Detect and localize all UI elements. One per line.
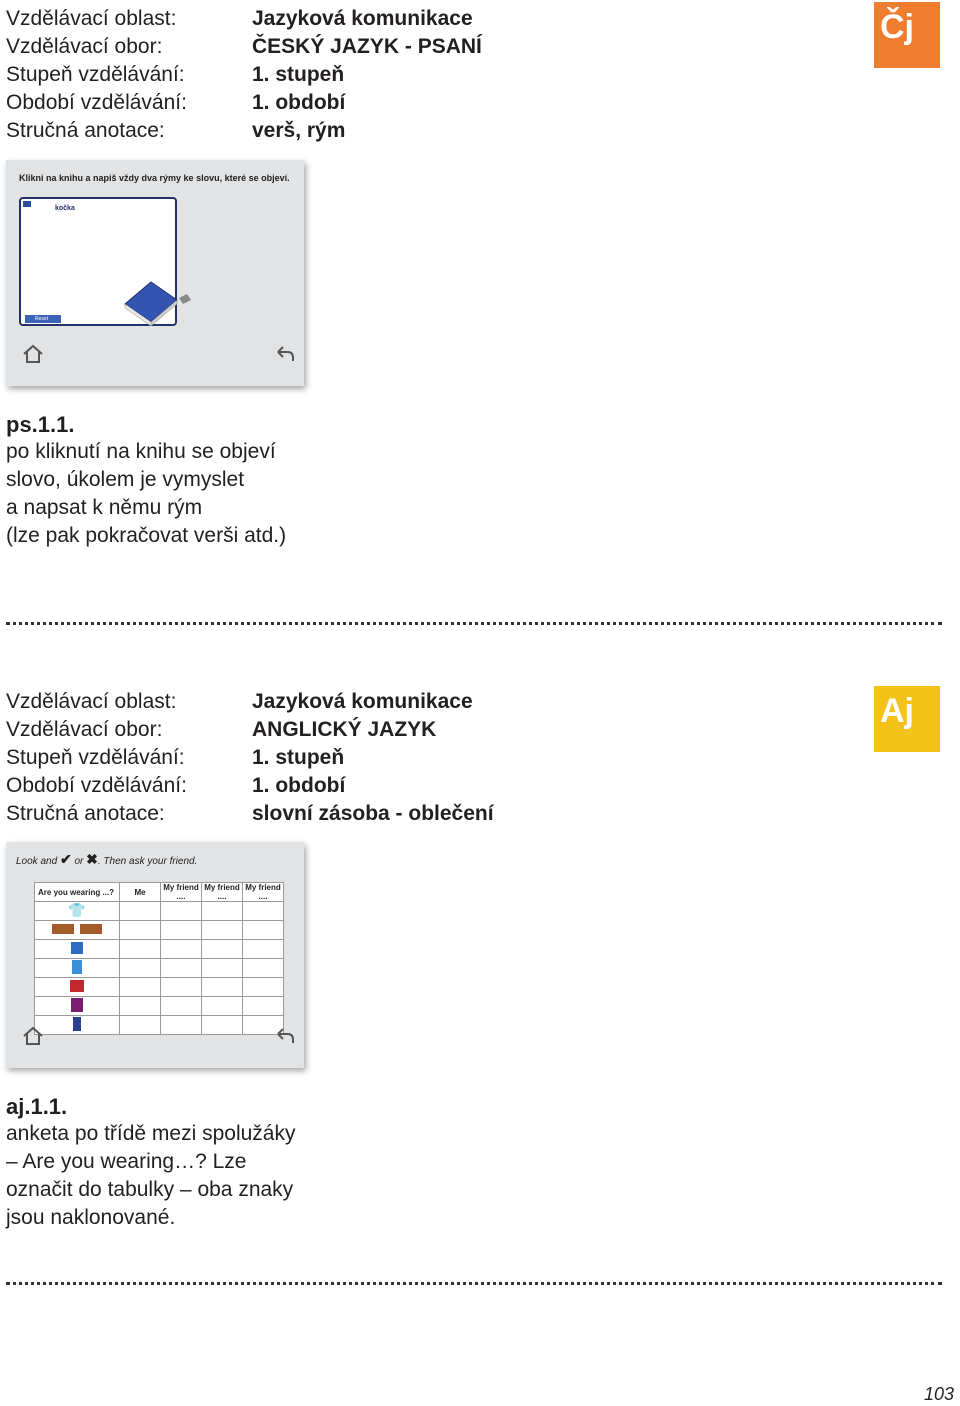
dress-icon xyxy=(35,959,120,978)
cj-activity-panel xyxy=(6,160,304,386)
meta-row xyxy=(6,688,473,716)
table-row xyxy=(35,959,284,978)
meta-row xyxy=(6,5,473,33)
book-icon[interactable] xyxy=(121,278,196,326)
meta-label: Stručná anotace: xyxy=(6,802,165,825)
activity-description xyxy=(6,438,306,550)
meta-value: 1. stupeň xyxy=(252,63,345,86)
board-corner-icon xyxy=(23,201,31,207)
meta-row xyxy=(6,744,344,772)
meta-row xyxy=(6,89,345,117)
dotted-separator xyxy=(6,1282,942,1285)
home-icon[interactable] xyxy=(22,344,44,364)
table-cell[interactable] xyxy=(161,921,202,940)
table-row xyxy=(35,921,284,940)
table-cell[interactable] xyxy=(161,997,202,1016)
reset-button[interactable] xyxy=(25,315,61,323)
meta-label: Vzdělávací oblast: xyxy=(6,690,177,713)
meta-value: 1. období xyxy=(252,91,346,114)
table-cell[interactable] xyxy=(161,959,202,978)
table-cell[interactable] xyxy=(202,902,243,921)
table-cell[interactable] xyxy=(161,978,202,997)
meta-row xyxy=(6,33,482,61)
meta-value: slovní zásoba - oblečení xyxy=(252,802,494,825)
meta-row xyxy=(6,772,345,800)
meta-value: 1. stupeň xyxy=(252,746,345,769)
table-header-row xyxy=(35,883,284,902)
description-line: a napsat k němu rým xyxy=(6,496,203,519)
description-line: anketa po třídě mezi spolužáky xyxy=(6,1122,296,1145)
home-icon[interactable] xyxy=(22,1026,44,1046)
column-header: My friend .... xyxy=(243,883,284,902)
table-cell[interactable] xyxy=(120,997,161,1016)
meta-value: 1. období xyxy=(252,774,346,797)
skirt-icon xyxy=(35,978,120,997)
reset-label: Reset xyxy=(35,316,49,322)
table-cell[interactable] xyxy=(161,1016,202,1035)
meta-value: Jazyková komunikace xyxy=(252,7,473,30)
table-cell[interactable] xyxy=(120,921,161,940)
table-row xyxy=(35,940,284,959)
table-cell[interactable] xyxy=(120,1016,161,1035)
boots-icon xyxy=(35,921,120,940)
instruction-part: Look and xyxy=(16,856,58,867)
meta-row xyxy=(6,117,345,145)
page-number: 103 xyxy=(923,1384,954,1404)
table-row xyxy=(35,1016,284,1035)
column-header: Me xyxy=(120,883,161,902)
shorts-icon xyxy=(35,940,120,959)
column-header: My friend .... xyxy=(161,883,202,902)
t-shirt-icon: 👕 xyxy=(35,902,120,921)
activity-description xyxy=(6,1120,306,1232)
table-cell[interactable] xyxy=(243,902,284,921)
table-cell[interactable] xyxy=(120,978,161,997)
table-cell[interactable] xyxy=(243,978,284,997)
table-cell[interactable] xyxy=(243,940,284,959)
meta-row xyxy=(6,800,494,828)
cross-icon: ✖ xyxy=(86,851,98,867)
table-row xyxy=(35,902,284,921)
table-cell[interactable] xyxy=(161,940,202,959)
table-cell[interactable] xyxy=(243,921,284,940)
description-line: slovo, úkolem je vymyslet xyxy=(6,468,245,491)
panel-instruction xyxy=(16,851,197,868)
table-row xyxy=(35,978,284,997)
meta-value: Jazyková komunikace xyxy=(252,690,473,713)
check-icon: ✔ xyxy=(59,851,72,867)
table-cell[interactable] xyxy=(202,940,243,959)
column-header: Are you wearing ...? xyxy=(35,883,120,902)
aj-activity-panel xyxy=(6,842,304,1068)
description-line: označit do tabulky – oba znaky xyxy=(6,1178,294,1201)
instruction-part: . Then ask your friend. xyxy=(97,856,198,867)
table-cell[interactable] xyxy=(161,902,202,921)
description-line: po kliknutí na knihu se objeví xyxy=(6,440,276,463)
meta-label: Vzdělávací oblast: xyxy=(6,7,177,30)
meta-label: Stupeň vzdělávání: xyxy=(6,63,185,86)
table-cell[interactable] xyxy=(120,959,161,978)
activity-code: aj.1.1. xyxy=(6,1094,68,1119)
trousers-icon xyxy=(35,1016,120,1035)
meta-row xyxy=(6,61,344,89)
description-line: – Are you wearing…? Lze xyxy=(6,1150,247,1173)
table-cell[interactable] xyxy=(243,997,284,1016)
meta-row xyxy=(6,716,436,744)
table-cell[interactable] xyxy=(202,921,243,940)
meta-label: Období vzdělávání: xyxy=(6,91,187,114)
meta-label: Stupeň vzdělávání: xyxy=(6,746,185,769)
meta-label: Stručná anotace: xyxy=(6,119,165,142)
back-arrow-icon[interactable] xyxy=(274,1026,296,1046)
instruction-part: or xyxy=(74,856,84,867)
table-cell[interactable] xyxy=(202,959,243,978)
rhyme-word: kočka xyxy=(55,205,75,212)
meta-label: Vzdělávací obor: xyxy=(6,35,163,58)
dotted-separator xyxy=(6,622,942,625)
description-line: jsou naklonované. xyxy=(6,1206,176,1229)
panel-instruction: Klikni na knihu a napiš vždy dva rýmy ke slovu, které se objeví. xyxy=(19,173,290,183)
survey-table xyxy=(34,882,284,1035)
coat-icon xyxy=(35,997,120,1016)
table-cell[interactable] xyxy=(120,902,161,921)
back-arrow-icon[interactable] xyxy=(274,344,296,364)
table-cell[interactable] xyxy=(202,997,243,1016)
meta-value: verš, rým xyxy=(252,119,346,142)
table-row xyxy=(35,997,284,1016)
description-line: (lze pak pokračovat verši atd.) xyxy=(6,524,287,547)
subject-badge-aj: Aj xyxy=(874,686,940,752)
meta-label: Vzdělávací obor: xyxy=(6,718,163,741)
table-cell[interactable] xyxy=(120,940,161,959)
meta-label: Období vzdělávání: xyxy=(6,774,187,797)
activity-code: ps.1.1. xyxy=(6,412,75,437)
table-cell[interactable] xyxy=(243,959,284,978)
column-header: My friend .... xyxy=(202,883,243,902)
meta-value: ČESKÝ JAZYK - PSANÍ xyxy=(252,35,482,58)
meta-value: ANGLICKÝ JAZYK xyxy=(252,718,437,741)
subject-badge-cj: Čj xyxy=(874,2,940,68)
table-cell[interactable] xyxy=(202,978,243,997)
table-cell[interactable] xyxy=(202,1016,243,1035)
